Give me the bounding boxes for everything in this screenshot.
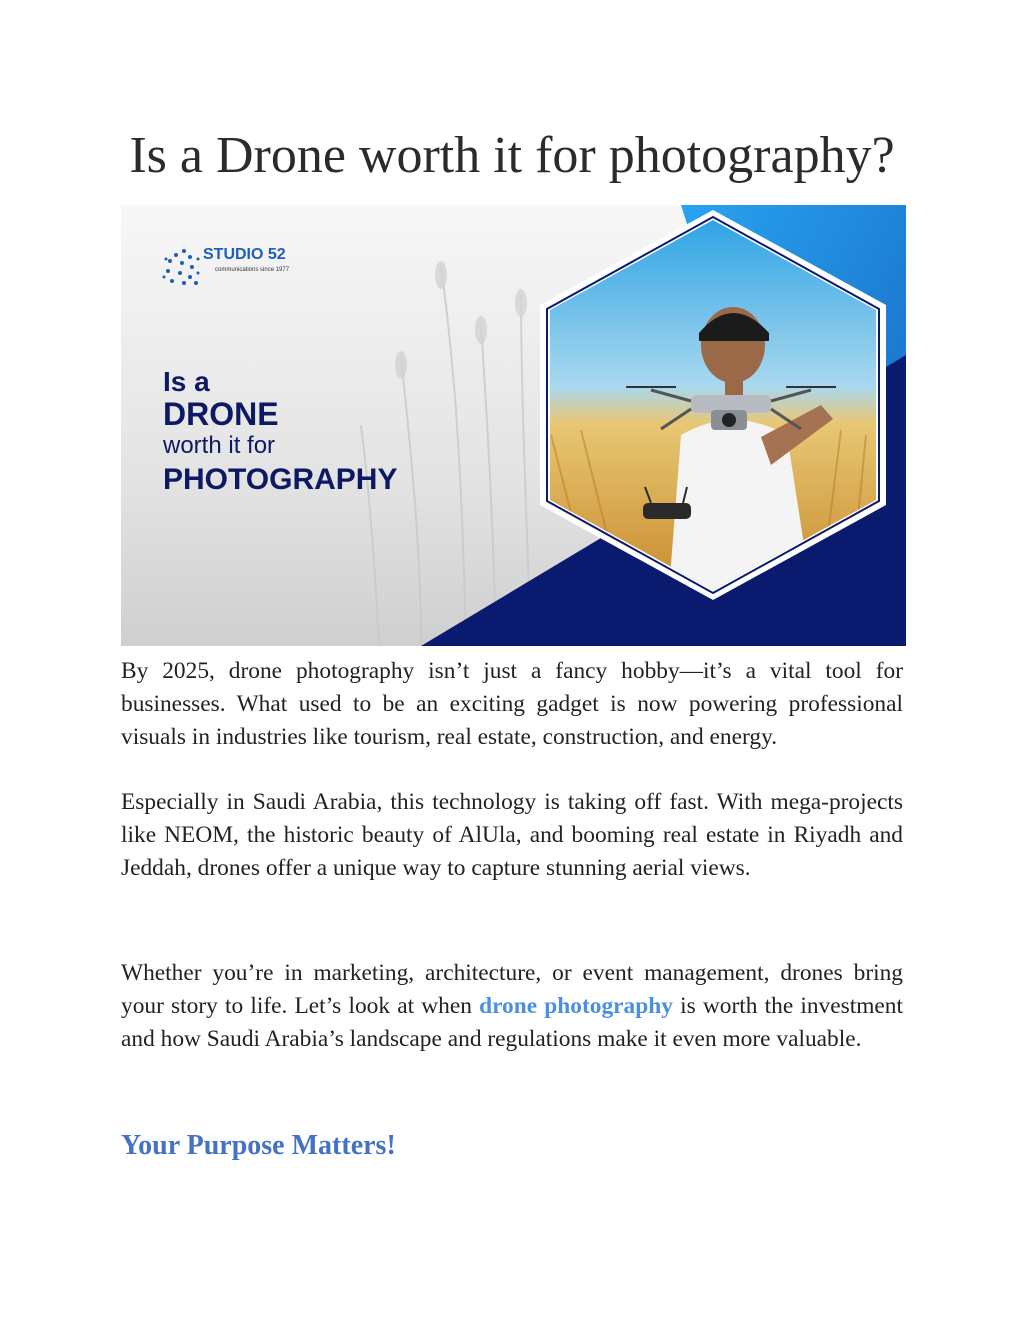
logo-name: STUDIO 52	[203, 246, 286, 263]
hero-banner-image	[121, 205, 906, 646]
banner-line-4: PHOTOGRAPHY	[163, 463, 398, 496]
intro-paragraph: By 2025, drone photography isn’t just a fancy hobby—it’s a vital tool for businesses. What used to be an exciting gadget is now powering professional visuals in industries like tourism, real estate, construction, and energy.	[121, 658, 903, 750]
banner-line-2: DRONE	[163, 396, 279, 432]
paragraph-text-start: Whether you’re in marketing, architecture, or event management, drones bring your story to life. Let’s look at when	[121, 960, 903, 1019]
saudi-paragraph: Especially in Saudi Arabia, this technology is taking off fast. With mega-projects like NEOM, the historic beauty of AlUla, and booming real estate in Riyadh and Jeddah, drones offer a unique way to capture stunning aerial views.	[121, 789, 903, 881]
logo-tagline: communications since 1977	[215, 267, 290, 273]
purpose-paragraph	[121, 957, 903, 1056]
banner-line-1: Is a	[163, 366, 210, 397]
drone-photography-link[interactable]: drone photography	[479, 993, 673, 1019]
paragraph-text-end: is worth the investment and how Saudi Arabia’s landscape and regulations make it even more valuable.	[121, 993, 904, 1052]
page-title: Is a Drone worth it for photography?	[129, 127, 895, 184]
banner-line-3: worth it for	[163, 432, 276, 459]
section-heading: Your Purpose Matters!	[121, 1130, 396, 1161]
